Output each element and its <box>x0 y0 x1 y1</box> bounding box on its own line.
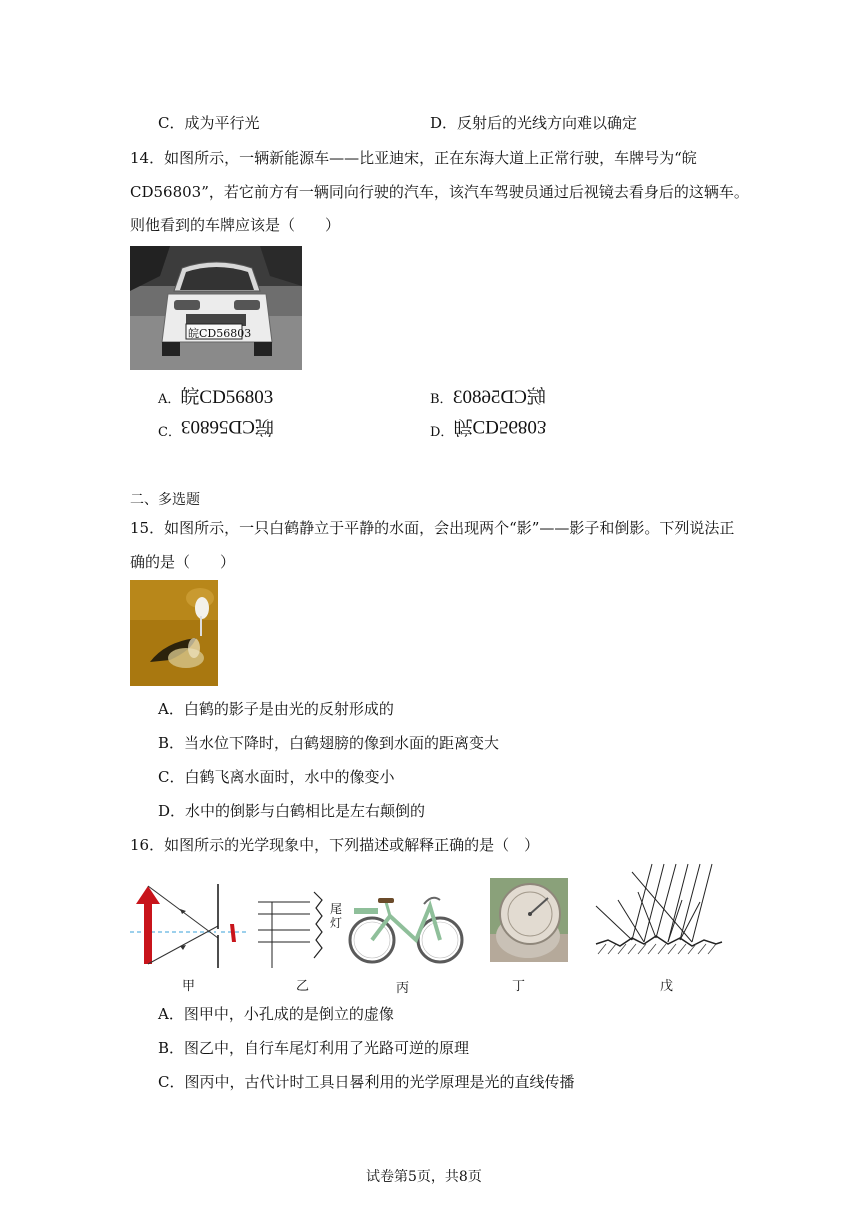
q14-option-d <box>430 415 546 442</box>
caption-jia: 甲 <box>182 979 196 994</box>
q15-stem-line2: 确的是（ ） <box>130 553 236 571</box>
car-photo <box>130 246 302 370</box>
q14-option-d-plate: 皖CD56803 <box>453 416 547 437</box>
q14-option-c <box>158 415 274 442</box>
q14-option-b-plate: 皖CD56803 <box>452 387 546 408</box>
q14-option-b <box>430 382 545 409</box>
page-footer: 试卷第5页，共8页 <box>366 1169 482 1185</box>
q13-option-d: D．反射后的光线方向难以确定 <box>430 114 638 132</box>
q16-option-c: C．图丙中，古代计时工具日晷利用的光学原理是光的直线传播 <box>158 1073 575 1091</box>
car-photo-plate: 皖CD56803 <box>188 327 252 340</box>
caption-wu: 戊 <box>660 979 674 994</box>
caption-yi: 乙 <box>296 979 310 994</box>
q14-option-c-letter: C． <box>158 425 181 440</box>
crane-photo <box>130 580 218 686</box>
q15-option-c: C．白鹤飞离水面时，水中的像变小 <box>158 768 395 786</box>
q14-option-a-letter: A． <box>158 392 181 407</box>
q14-option-c-plate: 皖CD56803 <box>180 416 274 437</box>
figure-yi-taillight <box>258 884 336 970</box>
q14-option-a-plate: 皖CD56803 <box>180 387 274 408</box>
q15-option-b: B．当水位下降时，白鹤翅膀的像到水面的距离变大 <box>158 734 500 752</box>
figure-bing-bicycle <box>346 888 464 968</box>
figure-jia-pinhole <box>130 880 248 970</box>
figure-ding-sundial <box>490 878 568 962</box>
caption-bing: 丙 <box>396 981 410 996</box>
q14-option-b-letter: B． <box>430 392 453 407</box>
q16-stem: 16．如图所示的光学现象中，下列描述或解释正确的是（ ） <box>130 836 540 854</box>
section-title-multiple-choice: 二、多选题 <box>130 492 200 508</box>
q14-stem-line2: CD56803”，若它前方有一辆同向行驶的汽车，该汽车驾驶员通过后视镜去看身后的这辆车。 <box>130 183 749 201</box>
q16-option-b: B．图乙中，自行车尾灯利用了光路可逆的原理 <box>158 1039 470 1057</box>
q14-stem-line3: 则他看到的车牌应该是（ ） <box>130 216 341 234</box>
q16-option-a: A．图甲中，小孔成的是倒立的虚像 <box>158 1005 394 1023</box>
figure-wu-diffuse-reflection <box>592 862 726 956</box>
q14-option-d-letter: D． <box>430 425 454 440</box>
caption-ding: 丁 <box>512 979 526 994</box>
q15-option-a: A．白鹤的影子是由光的反射形成的 <box>158 700 394 718</box>
q15-stem-line1: 15．如图所示，一只白鹤静立于平静的水面，会出现两个“影”——影子和倒影。下列说法正 <box>130 519 735 537</box>
q14-option-a <box>158 382 273 409</box>
taillight-label: 尾 灯 <box>330 902 343 930</box>
q13-option-c: C．成为平行光 <box>158 114 260 132</box>
q14-stem-line1: 14．如图所示，一辆新能源车——比亚迪宋，正在东海大道上正常行驶，车牌号为“皖 <box>130 149 697 167</box>
q15-option-d: D．水中的倒影与白鹤相比是左右颠倒的 <box>158 802 426 820</box>
